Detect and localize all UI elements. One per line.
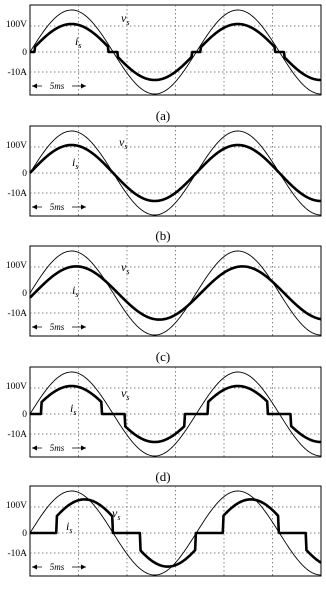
- voltage-series-label: $v_s$: [121, 260, 130, 276]
- voltage-series-label: $v_s$: [112, 506, 121, 522]
- chart-panel: [0, 121, 326, 224]
- chart-panel: [0, 481, 326, 584]
- waveform-plot: [0, 0, 326, 103]
- panel-caption: (a): [155, 108, 171, 123]
- waveform-plot: [0, 481, 326, 584]
- y-tick-label: 100V: [5, 501, 27, 511]
- current-series-label: $i_s$: [72, 155, 79, 171]
- current-series-label: $i_s$: [72, 283, 79, 299]
- y-tick-label: 0: [22, 529, 27, 539]
- arrow-left-icon: [32, 446, 37, 451]
- y-tick-label: 0: [22, 169, 27, 179]
- y-tick-label: -10A: [7, 309, 27, 319]
- y-tick-label: 100V: [5, 141, 27, 151]
- waveform-plot: [0, 362, 326, 465]
- chart-panel: [0, 362, 326, 465]
- current-series-label: $i_s$: [70, 401, 77, 417]
- y-tick-label: 0: [22, 289, 27, 299]
- waveform-plot: [0, 121, 326, 224]
- chart-panel: [0, 0, 326, 103]
- arrow-left-icon: [32, 325, 37, 330]
- time-scale-label: 5ms: [49, 443, 65, 453]
- current-series-label: $i_s$: [75, 34, 82, 50]
- time-scale-label: 5ms: [49, 202, 65, 212]
- arrow-left-icon: [32, 84, 37, 89]
- voltage-series-label: $v_s$: [121, 386, 130, 402]
- arrow-right-icon: [81, 325, 86, 330]
- arrow-left-icon: [32, 565, 37, 570]
- waveform-plot: [0, 241, 326, 344]
- time-scale-label: 5ms: [49, 562, 65, 572]
- chart-panel: [0, 241, 326, 344]
- arrow-right-icon: [81, 446, 86, 451]
- arrow-right-icon: [81, 205, 86, 210]
- y-tick-label: 100V: [5, 382, 27, 392]
- current-series-label: $i_s$: [66, 519, 73, 535]
- y-tick-label: 100V: [5, 261, 27, 271]
- y-tick-label: -10A: [7, 189, 27, 199]
- arrow-right-icon: [81, 84, 86, 89]
- panel-caption: (c): [155, 349, 171, 364]
- time-scale-label: 5ms: [49, 81, 65, 91]
- y-tick-label: -10A: [7, 549, 27, 559]
- y-tick-label: -10A: [7, 430, 27, 440]
- voltage-series-label: $v_s$: [119, 135, 128, 151]
- arrow-right-icon: [81, 565, 86, 570]
- panel-caption: (d): [155, 469, 171, 484]
- y-tick-label: 100V: [5, 20, 27, 30]
- y-tick-label: -10A: [7, 68, 27, 78]
- panel-caption: (b): [155, 228, 171, 243]
- voltage-series-label: $v_s$: [121, 11, 130, 27]
- y-tick-label: 0: [22, 48, 27, 58]
- y-tick-label: 0: [22, 410, 27, 420]
- time-scale-label: 5ms: [49, 322, 65, 332]
- arrow-left-icon: [32, 205, 37, 210]
